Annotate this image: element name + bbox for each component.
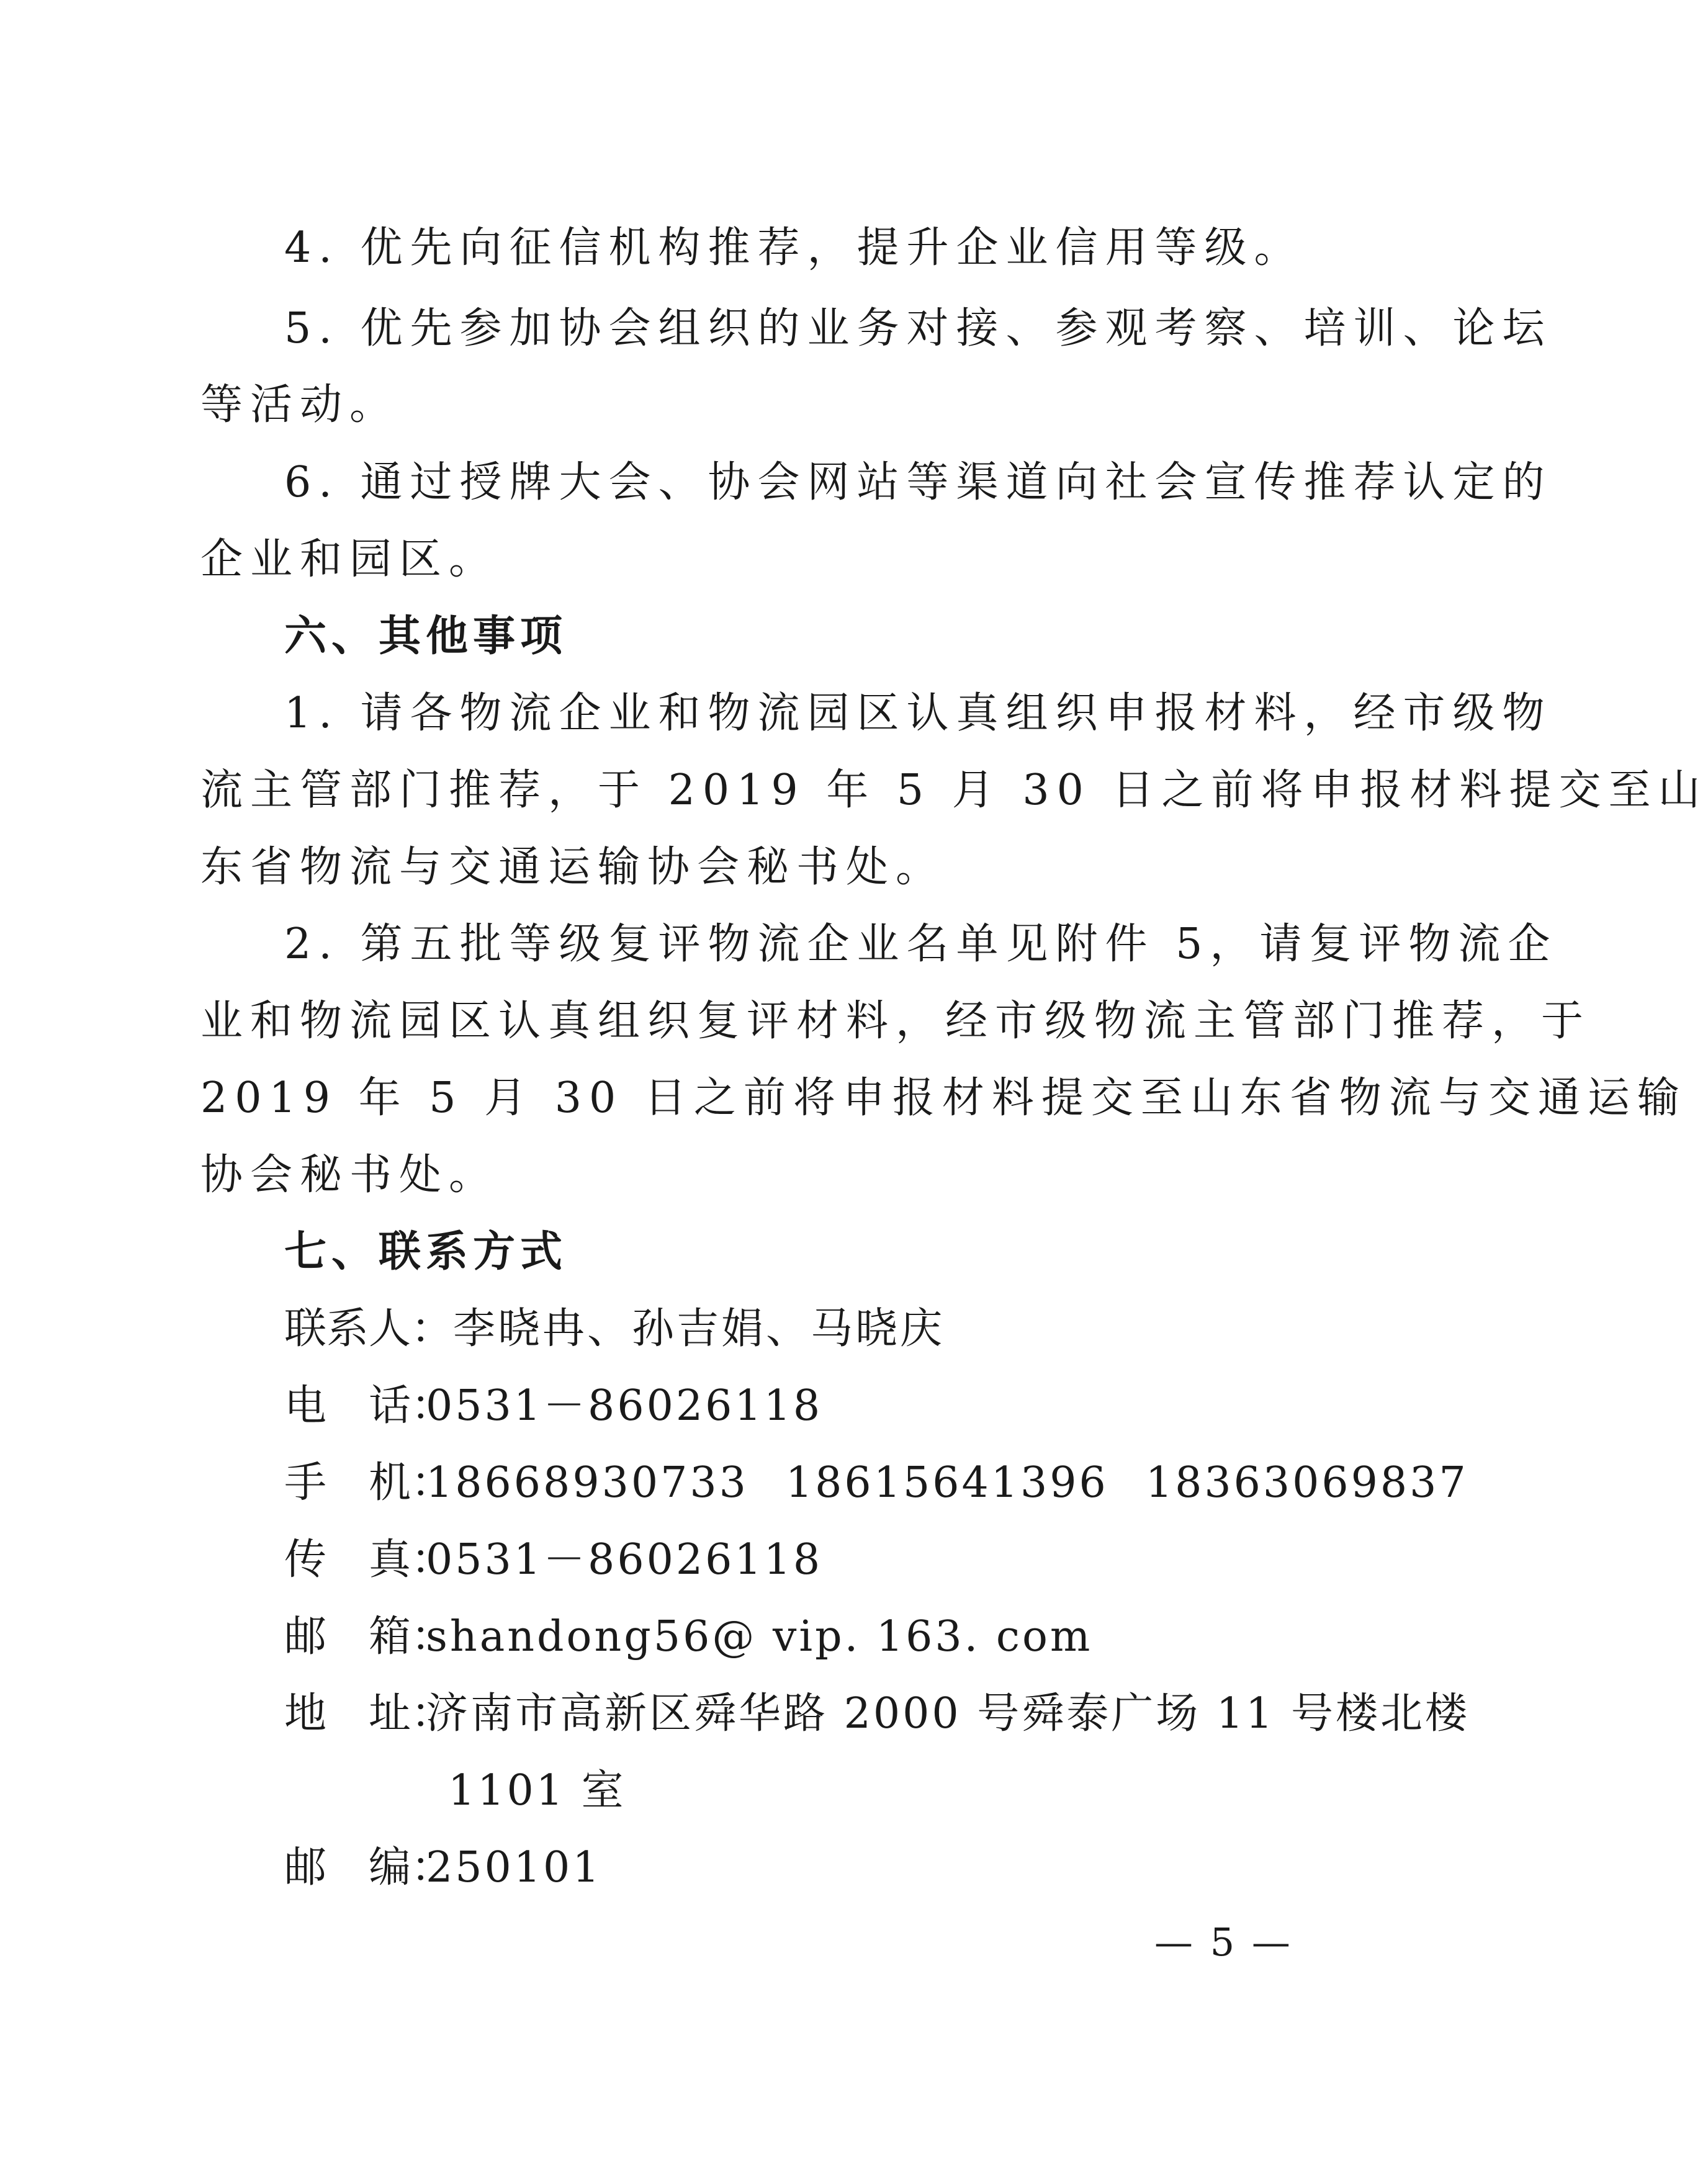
mobile-label: 手 机： — [284, 1458, 454, 1507]
section-7-heading: 七、联系方式 — [284, 1228, 568, 1277]
fax-value: 0531－86026118 — [426, 1535, 823, 1584]
mobile-value-2: 18615641396 — [785, 1458, 1108, 1507]
address-row — [284, 1683, 1470, 1745]
contact-person-row — [284, 1298, 945, 1360]
phone-value: 0531－86026118 — [426, 1381, 823, 1430]
paragraph-item-4: 4. 优先向征信机构推荐，提升企业信用等级。 — [284, 223, 1304, 272]
mobile-row — [284, 1452, 1468, 1514]
postcode-value: 250101 — [426, 1843, 602, 1892]
email-value: shandong56@ vip. 163. com — [426, 1612, 1093, 1661]
paragraph-item-5-line-1: 5. 优先参加协会组织的业务对接、参观考察、培训、论坛 — [284, 304, 1552, 353]
paragraph-item-5-line-2: 等活动。 — [200, 380, 400, 429]
paragraph-item-6-line-2: 企业和园区。 — [200, 535, 499, 584]
email-row — [284, 1606, 1092, 1668]
phone-row — [284, 1375, 822, 1437]
page-number: — 5 — — [1154, 1919, 1293, 1965]
section-6-item-2-line-3: 2019 年 5 月 30 日之前将申报材料提交至山东省物流与交通运输 — [200, 1074, 1687, 1123]
contact-person-label: 联系人： — [284, 1304, 454, 1353]
section-6-item-2-line-2: 业和物流园区认真组织复评材料，经市级物流主管部门推荐，于 — [200, 997, 1591, 1046]
phone-label: 电 话： — [284, 1381, 454, 1430]
section-6-item-2-line-1: 2. 第五批等级复评物流企业名单见附件 5，请复评物流企 — [284, 920, 1558, 969]
contact-person-value: 李晓冉、孙吉娟、马晓庆 — [453, 1304, 945, 1353]
section-6-item-1-line-3: 东省物流与交通运输协会秘书处。 — [200, 843, 946, 892]
paragraph-item-6-line-1: 6. 通过授牌大会、协会网站等渠道向社会宣传推荐认定的 — [284, 458, 1552, 507]
postcode-label: 邮 编： — [284, 1843, 454, 1892]
section-6-item-2-line-4: 协会秘书处。 — [200, 1151, 499, 1200]
section-6-heading: 六、其他事项 — [284, 612, 568, 661]
mobile-value-3: 18363069837 — [1145, 1458, 1468, 1507]
address-value-line-1: 济南市高新区舜华路 2000 号舜泰广场 11 号楼北楼 — [426, 1689, 1470, 1738]
address-value-line-2: 1101 室 — [448, 1766, 626, 1815]
fax-label: 传 真： — [284, 1535, 454, 1584]
section-6-item-1-line-2: 流主管部门推荐，于 2019 年 5 月 30 日之前将申报材料提交至山 — [200, 766, 1708, 815]
address-label: 地 址： — [284, 1689, 454, 1738]
email-label: 邮 箱： — [284, 1612, 454, 1661]
postcode-row — [284, 1837, 602, 1899]
section-6-item-1-line-1: 1. 请各物流企业和物流园区认真组织申报材料，经市级物 — [284, 689, 1552, 738]
fax-row — [284, 1529, 822, 1591]
mobile-value-1: 18668930733 — [426, 1458, 748, 1507]
